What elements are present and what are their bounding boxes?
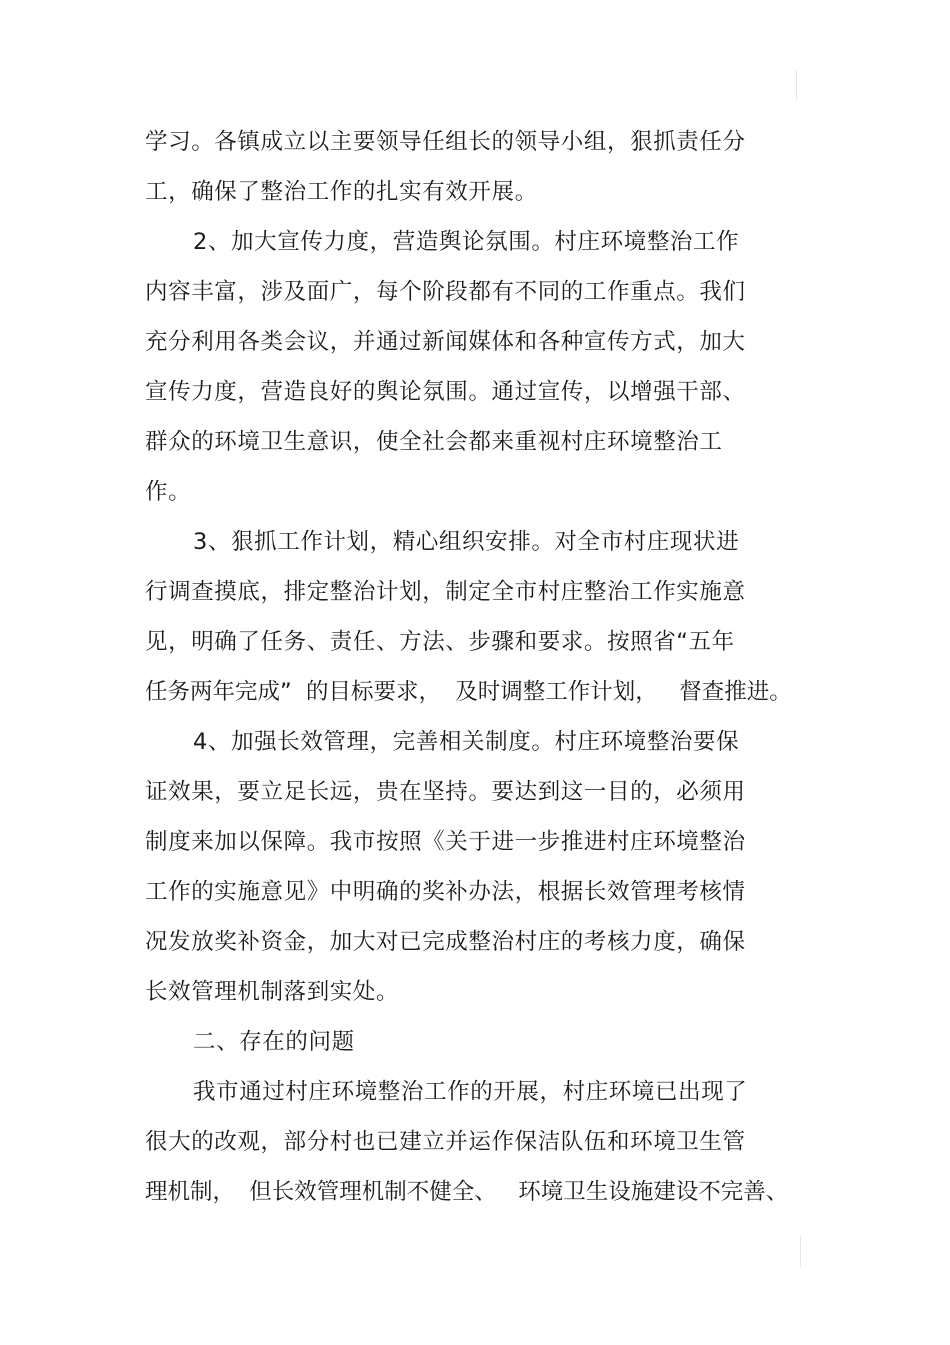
paragraph-line: 工作的实施意见》中明确的奖补办法，根据长效管理考核情 <box>145 879 746 905</box>
paragraph-line: 长效管理机制落到实处。 <box>145 979 400 1005</box>
paragraph-line: 2、加大宣传力度，营造舆论氛围。村庄环境整治工作 <box>193 229 740 255</box>
paragraph-line: 作。 <box>145 479 192 505</box>
paragraph-line: 充分利用各类会议，并通过新闻媒体和各种宣传方式，加大 <box>145 329 746 355</box>
page-edge-mark-top <box>796 70 797 100</box>
paragraph-line: 内容丰富，涉及面广，每个阶段都有不同的工作重点。我们 <box>145 279 746 305</box>
paragraph-line: 很大的改观，部分村也已建立并运作保洁队伍和环境卫生管 <box>145 1129 746 1155</box>
paragraph-line: 证效果，要立足长远，贵在坚持。要达到这一目的，必须用 <box>145 779 746 805</box>
paragraph-line: 我市通过村庄环境整治工作的开展，村庄环境已出现了 <box>193 1079 748 1105</box>
paragraph-line: 宣传力度，营造良好的舆论氛围。通过宣传，以增强干部、 <box>145 379 746 405</box>
paragraph-line: 理机制， 但长效管理机制不健全、 环境卫生设施建设不完善、 <box>145 1179 789 1205</box>
paragraph-line: 4、加强长效管理，完善相关制度。村庄环境整治要保 <box>193 729 740 755</box>
paragraph-line: 群众的环境卫生意识，使全社会都来重视村庄环境整治工 <box>145 429 723 455</box>
paragraph-line: 况发放奖补资金，加大对已完成整治村庄的考核力度，确保 <box>145 929 746 955</box>
paragraph-line: 工，确保了整治工作的扎实有效开展。 <box>145 179 538 205</box>
section-heading: 二、存在的问题 <box>193 1029 355 1055</box>
paragraph-line: 制度来加以保障。我市按照《关于进一步推进村庄环境整治 <box>145 829 746 855</box>
paragraph-line: 见，明确了任务、责任、方法、步骤和要求。按照省“五年 <box>145 629 735 655</box>
paragraph-line: 任务两年完成” 的目标要求， 及时调整工作计划， 督查推进。 <box>145 679 792 705</box>
paragraph-line: 行调查摸底，排定整治计划，制定全市村庄整治工作实施意 <box>145 579 746 605</box>
paragraph-line: 学习。各镇成立以主要领导任组长的领导小组，狠抓责任分 <box>145 129 746 155</box>
page-edge-mark-bottom <box>800 1235 801 1267</box>
paragraph-line: 3、狠抓工作计划，精心组织安排。对全市村庄现状进 <box>193 529 740 555</box>
